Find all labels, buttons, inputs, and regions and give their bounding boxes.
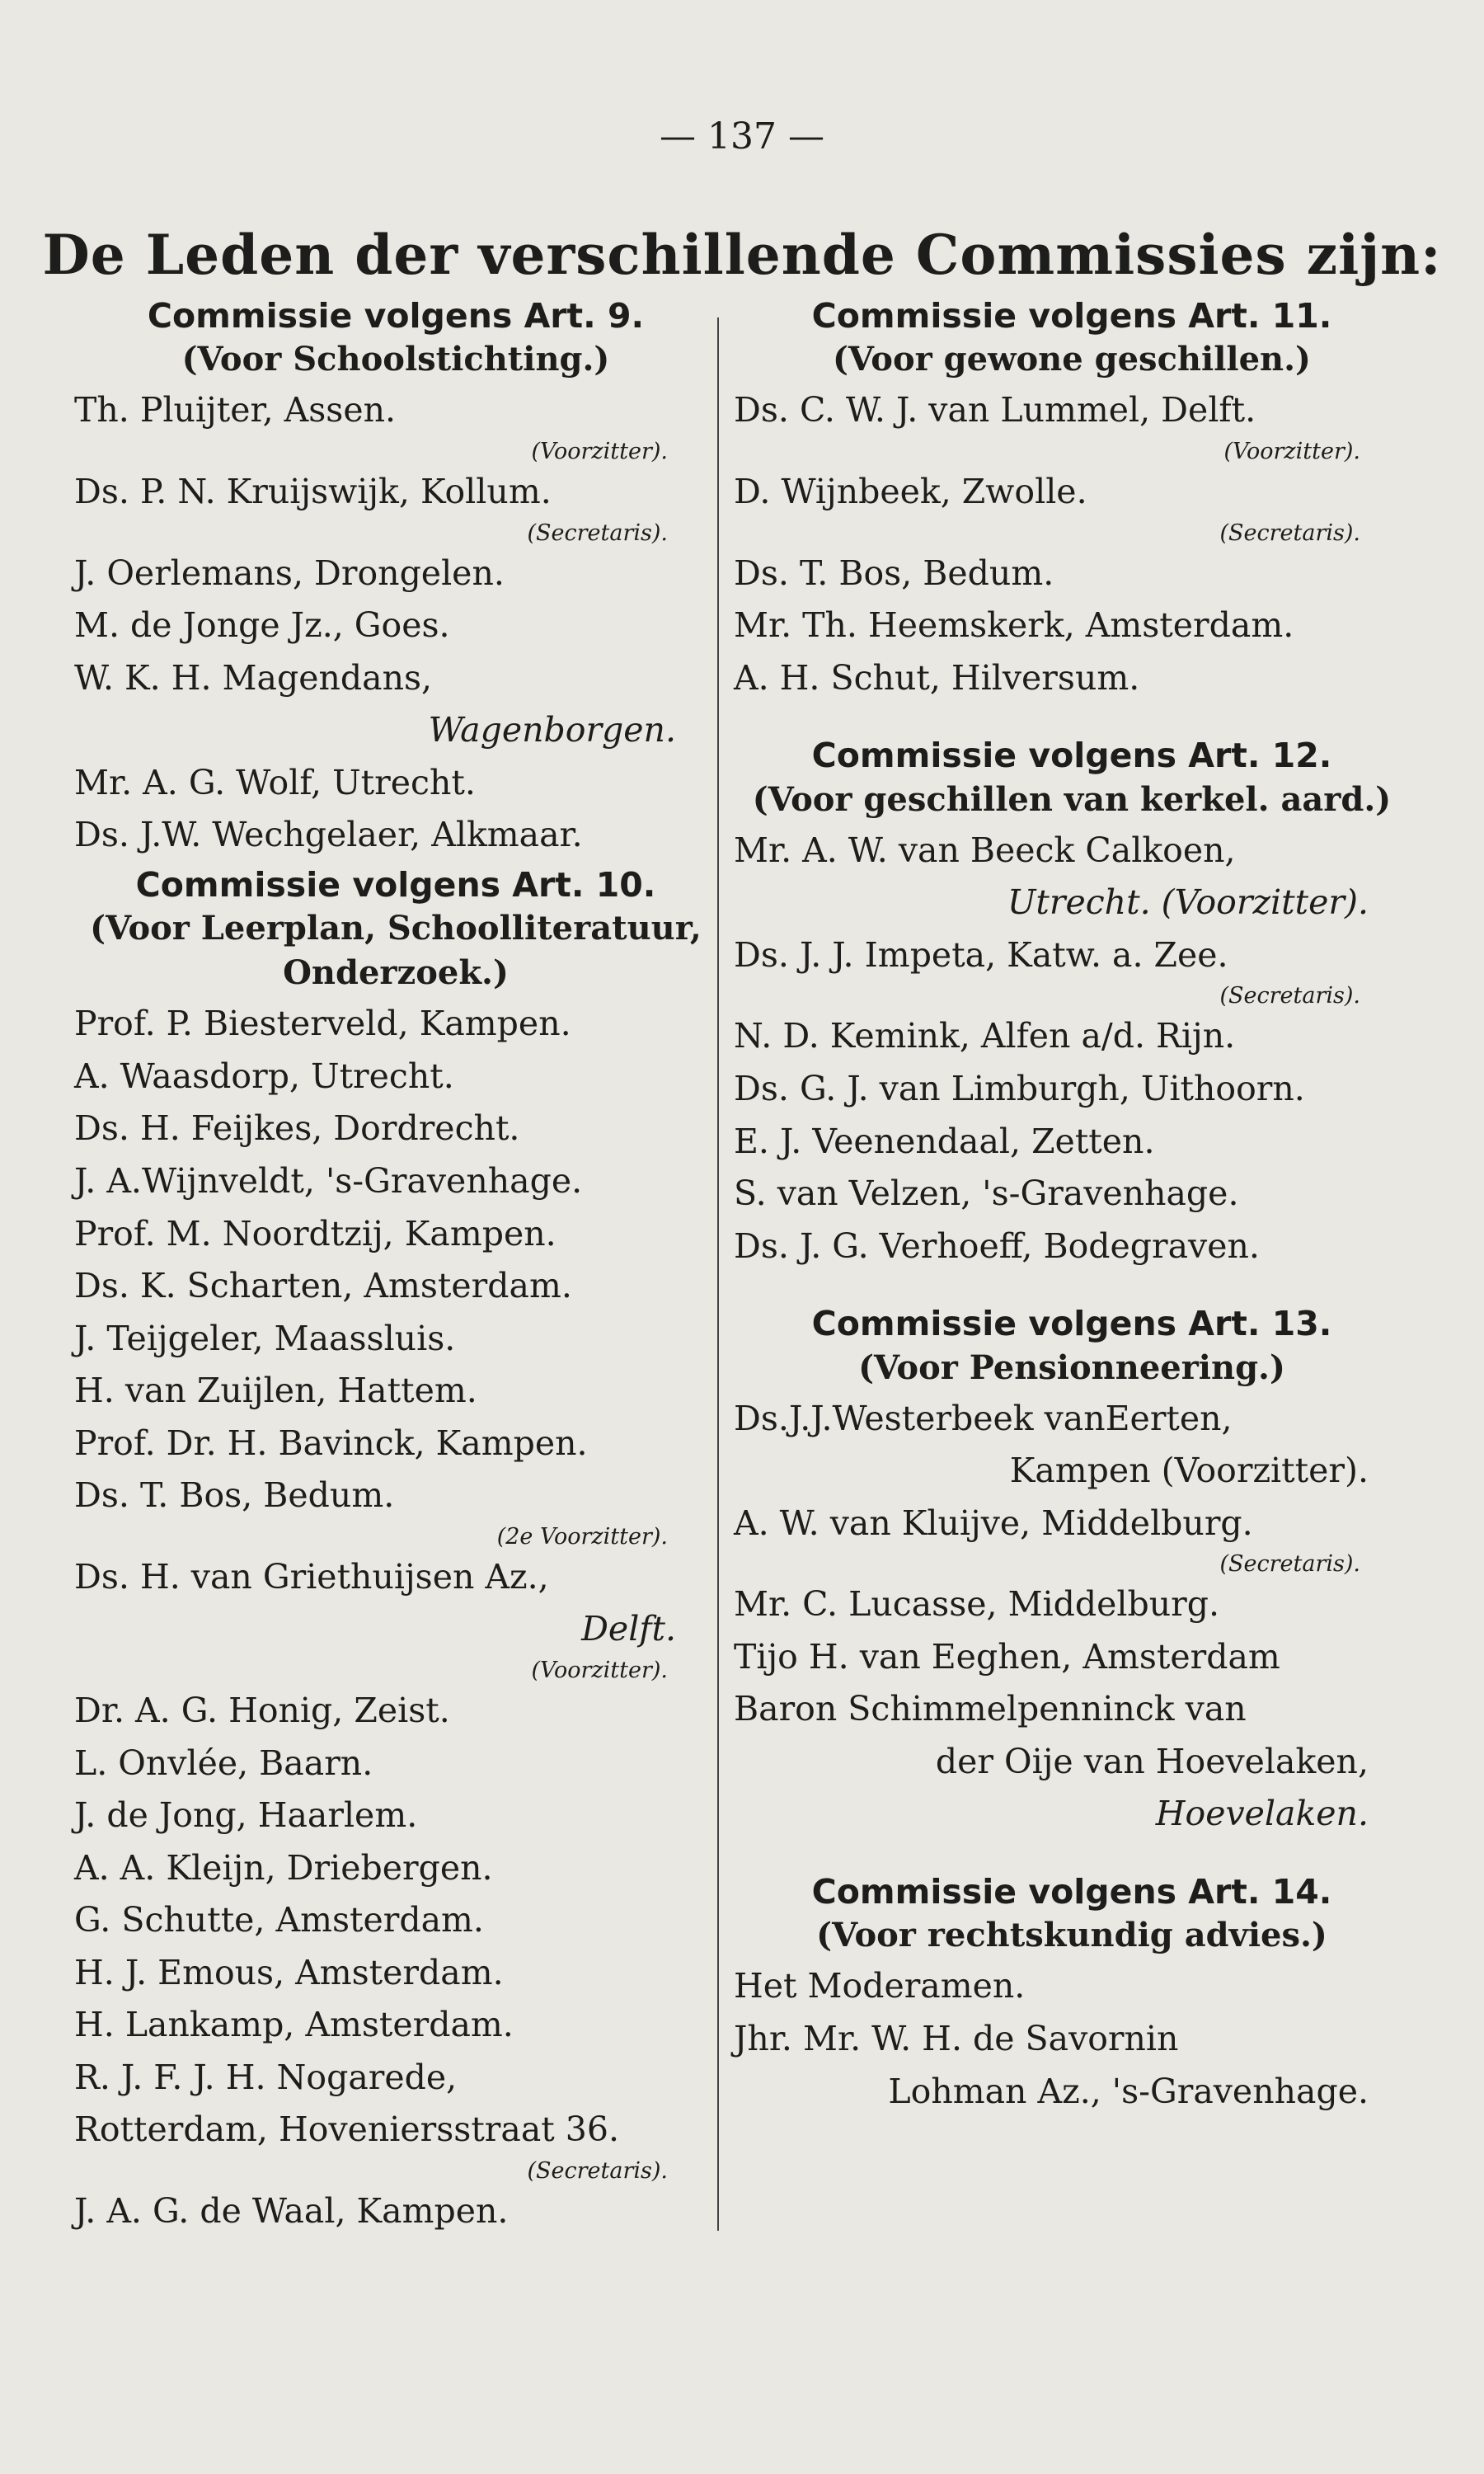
member-entry: A. A. Kleijn, Driebergen.	[74, 1847, 493, 1888]
member-entry: D. Wijnbeek, Zwolle.	[734, 472, 1087, 512]
member-entry: Ds. C. W. J. van Lummel, Delft.	[734, 390, 1256, 430]
section-title: Commissie volgens Art. 14.	[811, 1872, 1332, 1912]
member-role: (Secretaris).	[527, 2158, 668, 2185]
section-subtitle: (Voor rechtskundig advies.)	[816, 1916, 1327, 1955]
member-role: (Voorzitter).	[1223, 438, 1360, 464]
section-subtitle: (Voor gewone geschillen.)	[833, 340, 1311, 379]
member-entry: Ds. H. van Griethuijsen Az.,	[74, 1556, 549, 1597]
member-entry: Mr. C. Lucasse, Middelburg.	[734, 1584, 1220, 1625]
member-entry-continued: der Oije van Hoevelaken,	[935, 1741, 1369, 1781]
commission-art13	[734, 1300, 1410, 1841]
member-entry: A. H. Schut, Hilversum.	[734, 657, 1140, 698]
section-subtitle: (Voor Leerplan, Schoolliteratuur,	[90, 909, 702, 948]
member-entry-continued: Kampen (Voorzitter).	[1009, 1451, 1369, 1491]
member-entry-continued: Lohman Az., 's-Gravenhage.	[888, 2071, 1369, 2111]
member-entry-continued: Rotterdam, Hoveniersstraat 36.	[74, 2109, 620, 2150]
member-entry: Prof. Dr. H. Bavinck, Kampen.	[74, 1423, 588, 1463]
member-entry: Ds. K. Scharten, Amsterdam.	[74, 1266, 572, 1306]
member-entry: N. D. Kemink, Alfen a/d. Rijn.	[734, 1016, 1236, 1056]
section-title: Commissie volgens Art. 12.	[811, 736, 1332, 776]
section-title: Commissie volgens Art. 9.	[147, 296, 645, 336]
page-number: — 137 —	[660, 115, 824, 158]
member-entry: Ds. P. N. Kruijswijk, Kollum.	[74, 472, 552, 512]
column-divider	[717, 317, 719, 2231]
commission-art14	[734, 1869, 1410, 2118]
member-entry: Jhr. Mr. W. H. de Savornin	[734, 2018, 1179, 2058]
page-title: De Leden der verschillende Commissies zijn:	[42, 223, 1442, 287]
member-entry: R. J. F. J. H. Nogarede,	[74, 2057, 458, 2097]
member-role: (Voorzitter).	[531, 1658, 668, 1683]
member-entry: A. Waasdorp, Utrecht.	[74, 1056, 454, 1096]
member-entry: Mr. A. W. van Beeck Calkoen,	[734, 830, 1236, 870]
member-entry-continued: Hoevelaken.	[1155, 1794, 1369, 1834]
commission-art12	[734, 732, 1410, 1272]
member-entry-continued: Utrecht. (Voorzitter).	[1007, 882, 1369, 923]
member-entry: Ds. J.W. Wechgelaer, Alkmaar.	[74, 815, 583, 855]
section-title: Commissie volgens Art. 13.	[811, 1304, 1332, 1344]
member-entry: Prof. P. Biesterveld, Kampen.	[74, 1004, 571, 1044]
member-entry: Baron Schimmelpenninck van	[734, 1689, 1247, 1729]
member-entry: J. Oerlemans, Drongelen.	[74, 553, 505, 593]
member-role: (Secretaris).	[1219, 520, 1360, 546]
member-entry: M. de Jonge Jz., Goes.	[74, 605, 450, 646]
commission-art11	[734, 293, 1410, 704]
member-entry: Mr. Th. Heemskerk, Amsterdam.	[734, 605, 1294, 646]
member-entry: H. Lankamp, Amsterdam.	[74, 2005, 514, 2045]
member-entry-continued: Delft.	[581, 1609, 676, 1649]
member-entry: Tijo H. van Eeghen, Amsterdam	[734, 1636, 1280, 1677]
member-entry: Dr. A. G. Honig, Zeist.	[74, 1691, 450, 1731]
member-entry: Ds. G. J. van Limburgh, Uithoorn.	[734, 1068, 1305, 1108]
member-entry: Th. Pluijter, Assen.	[74, 390, 397, 430]
member-entry: Ds. J. G. Verhoeff, Bodegraven.	[734, 1225, 1260, 1266]
member-entry: W. K. H. Magendans,	[74, 657, 433, 698]
member-entry: H. van Zuijlen, Hattem.	[74, 1371, 477, 1411]
member-entry: A. W. van Kluijve, Middelburg.	[734, 1503, 1253, 1543]
section-title: Commissie volgens Art. 10.	[135, 864, 656, 905]
member-entry: Ds.J.J.Westerbeek vanEerten,	[734, 1398, 1233, 1438]
section-subtitle: (Voor Schoolstichting.)	[181, 340, 610, 379]
member-entry: Ds. J. J. Impeta, Katw. a. Zee.	[734, 934, 1228, 975]
commission-art9	[74, 293, 717, 862]
member-entry: S. van Velzen, 's-Gravenhage.	[734, 1174, 1239, 1214]
member-entry: Ds. H. Feijkes, Dordrecht.	[74, 1108, 520, 1149]
member-entry: E. J. Veenendaal, Zetten.	[734, 1121, 1155, 1161]
member-role: (Secretaris).	[1219, 1551, 1360, 1578]
member-entry: L. Onvlée, Baarn.	[74, 1743, 373, 1783]
left-column	[74, 293, 717, 2238]
commission-art10	[74, 862, 717, 2238]
member-entry: Ds. T. Bos, Bedum.	[74, 1475, 395, 1516]
member-entry: H. J. Emous, Amsterdam.	[74, 1952, 504, 1992]
member-entry: J. A.Wijnveldt, 's-Gravenhage.	[74, 1160, 583, 1201]
right-column	[734, 293, 1410, 2118]
section-subtitle: Onderzoek.)	[283, 953, 509, 993]
member-entry: G. Schutte, Amsterdam.	[74, 1900, 484, 1940]
member-entry: J. A. G. de Waal, Kampen.	[74, 2191, 509, 2232]
member-entry: Ds. T. Bos, Bedum.	[734, 553, 1054, 593]
member-role: (Secretaris).	[527, 520, 668, 546]
member-entry-continued: Wagenborgen.	[428, 710, 676, 750]
member-role: (2e Voorzitter).	[496, 1523, 668, 1550]
section-subtitle: (Voor Pensionneering.)	[858, 1348, 1285, 1387]
member-entry: J. Teijgeler, Maassluis.	[74, 1318, 456, 1358]
section-subtitle: (Voor geschillen van kerkel. aard.)	[752, 779, 1392, 819]
member-role: (Secretaris).	[1219, 983, 1360, 1009]
section-title: Commissie volgens Art. 11.	[811, 296, 1332, 336]
member-role: (Voorzitter).	[531, 438, 668, 464]
member-entry: Mr. A. G. Wolf, Utrecht.	[74, 762, 476, 802]
member-entry: J. de Jong, Haarlem.	[74, 1795, 418, 1836]
member-entry: Prof. M. Noordtzij, Kampen.	[74, 1213, 556, 1253]
member-entry: Het Moderamen.	[734, 1966, 1026, 2006]
